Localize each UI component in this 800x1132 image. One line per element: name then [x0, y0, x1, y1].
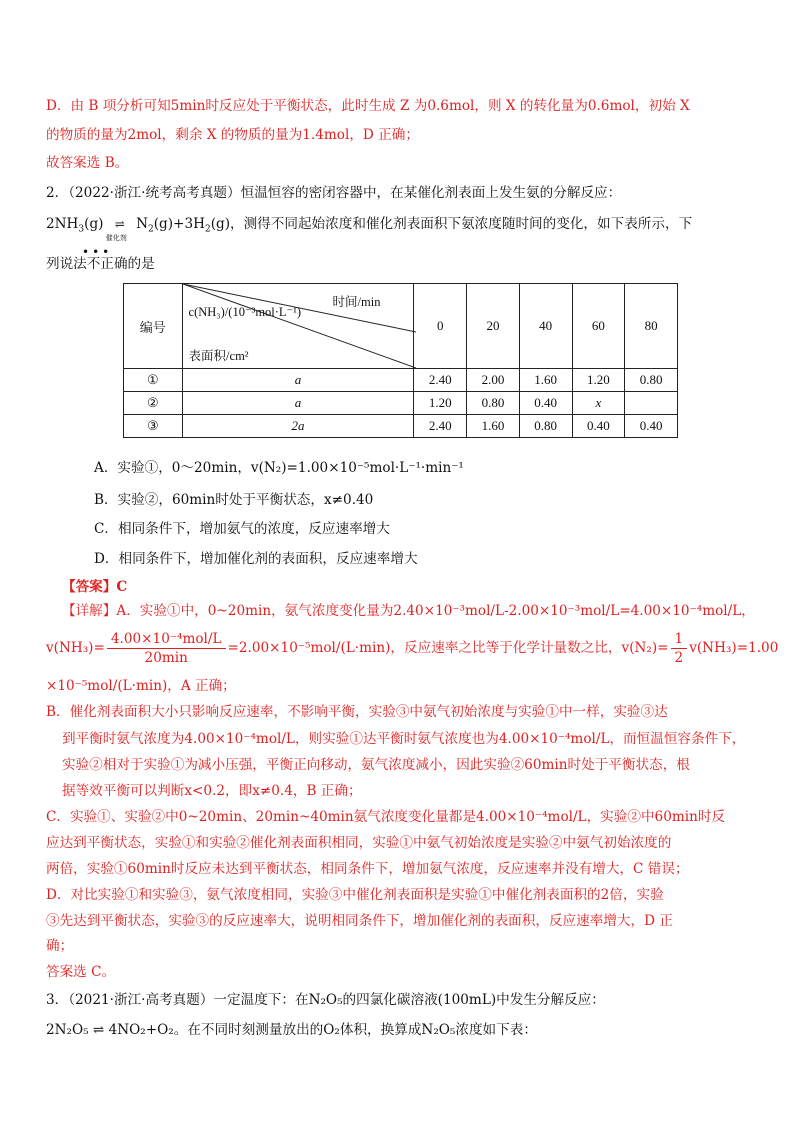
time-header: 80: [625, 284, 678, 369]
row-id: ②: [124, 392, 183, 415]
table-row: [124, 392, 678, 415]
prev-conclusion: 故答案选 B。: [46, 155, 129, 171]
option-c: C．相同条件下，增加氨气的浓度，反应速率增大: [94, 521, 390, 537]
time-header: 20: [467, 284, 520, 369]
q3-stem-line1: 3．（2021·浙江·高考真题）一定温度下：在N₂O₅的四氯化碳溶液(100mL)中发生分解反应：: [46, 992, 605, 1008]
time-header: 0: [414, 284, 467, 369]
prev-option-d-line2: 的物质的量为2mol，剩余 X 的物质的量为1.4mol，D 正确；: [46, 127, 419, 143]
table-row: [124, 369, 678, 392]
row-area: a: [182, 369, 414, 392]
reaction-reactant: 2NH: [46, 216, 79, 232]
cell: 2.40: [414, 369, 467, 392]
header-conc: c(NH₃)/(10⁻³mol·L⁻¹): [188, 305, 302, 319]
q3-stem-line2: 2N₂O₅ ⇌ 4NO₂+O₂。在不同时刻测量放出的O₂体积，换算成N₂O₅浓度如下表：: [46, 1022, 537, 1038]
detail-c-line2: 应达到平衡状态，实验①和实验②催化剂表面积相同，实验①中氨气初始浓度是实验②中氨气初始浓度的: [46, 835, 672, 851]
cell: 0.40: [625, 415, 678, 438]
fraction-rate: $\frac{\text{4.00×10⁻⁴mol/L}}{20\min}$: [107, 630, 226, 667]
row-id: ③: [124, 415, 183, 438]
q2-stem-line3: 列说法不正确的是: [46, 256, 155, 272]
ammonia-data-table: [123, 283, 678, 438]
cell: 0.40: [572, 415, 625, 438]
time-header: 60: [572, 284, 625, 369]
cell: 0.80: [625, 369, 678, 392]
detail-d-line3: 确；: [46, 938, 74, 954]
header-diagonal-cell: [182, 284, 414, 369]
detail-b-line4: 据等效平衡可以判断x<0.2，即x≠0.4，B 正确；: [62, 783, 362, 799]
detail-c-line1: C．实验①、实验②中0~20min、20min~40min氨气浓度变化量都是4.00×10⁻⁴mol/L，实验②中60min时反: [46, 809, 726, 825]
row-id: ①: [124, 369, 183, 392]
detail-d-line2: ③先达到平衡状态，实验③的反应速率大，说明相同条件下，增加催化剂的表面积，反应速率增大，D 正: [46, 913, 673, 929]
header-area: 表面积/cm²: [188, 349, 249, 363]
option-d: D．相同条件下，增加催化剂的表面积，反应速率增大: [94, 551, 418, 567]
prev-option-d-line1: D．由 B 项分析可知5min时反应处于平衡状态，此时生成 Z 为0.6mol，则 X 的转化量为0.6mol，初始 X: [46, 98, 690, 114]
fraction-half: $\frac{1}{2}$: [671, 630, 688, 667]
cell: 1.20: [572, 369, 625, 392]
row-area: 2a: [182, 415, 414, 438]
q2-stem-tail: ，测得不同起始浓度和催化剂表面积下氨浓度随时间的变化，如下表所示，下: [230, 216, 693, 232]
cell: 0.40: [519, 392, 572, 415]
detail-c-line3: 两倍，实验①60min时反应未达到平衡状态，相同条件下，增加氨气浓度，反应速率并没有增大，C 错误；: [46, 861, 689, 877]
detail-a-line2: v(NH₃)= $\frac{\text{4.00×10⁻⁴mol/L}}{20\min}$ =2.00×10⁻⁵mol/(L·min)，反应速率之比等于化学计量数之比，v(N₂)= $\frac{1}{2}$ v(NH₃)=1.00: [46, 631, 779, 666]
detail-a-line3: ×10⁻⁵mol/(L·min)，A 正确；: [46, 678, 236, 694]
answer-label: 【答案】C: [62, 579, 128, 595]
header-time: 时间/min: [332, 295, 381, 309]
cell: 2.00: [467, 369, 520, 392]
detail-b-line3: 实验②相对于实验①为减小压强，平衡正向移动，氨气浓度减小，因此实验②60min时处于平衡状态，根: [62, 757, 690, 773]
option-b: B．实验②，60min时处于平衡状态，x≠0.40: [94, 492, 374, 508]
q2-stem-line1: 2．（2022·浙江·统考高考真题）恒温恒容的密闭容器中，在某催化剂表面上发生氨的分解反应：: [46, 185, 622, 201]
emphasis-dots: •••: [82, 245, 113, 259]
cell: [625, 392, 678, 415]
header-id: 编号: [124, 284, 183, 369]
option-a: A．实验①，0～20min，v(N₂)=1.00×10⁻⁵mol·L⁻¹·min⁻¹: [94, 460, 464, 476]
detail-b-line2: 到平衡时氨气浓度为4.00×10⁻⁴mol/L，则实验①达平衡时氨气浓度也为4.00×10⁻⁴mol/L，而恒温恒容条件下，: [62, 731, 746, 747]
table-row: [124, 415, 678, 438]
reaction-product: N: [136, 216, 149, 232]
cell: x: [572, 392, 625, 415]
detail-b-line1: B．催化剂表面积大小只影响反应速率，不影响平衡，实验③中氨气初始浓度与实验①中一样，实验③达: [46, 704, 668, 720]
time-header: 40: [519, 284, 572, 369]
row-area: a: [182, 392, 414, 415]
detail-a-line1: 【详解】A．实验①中，0~20min，氨气浓度变化量为2.40×10⁻³mol/L-2.00×10⁻³mol/L=4.00×10⁻⁴mol/L，: [62, 603, 755, 619]
equilibrium-arrow-icon: ⇌ 催化剂: [108, 214, 132, 234]
cell: 0.80: [467, 392, 520, 415]
cell: 2.40: [414, 415, 467, 438]
cell: 0.80: [519, 415, 572, 438]
detail-d-line1: D．对比实验①和实验③，氨气浓度相同，实验③中催化剂表面积是实验①中催化剂表面积的2倍，实验: [46, 887, 664, 903]
q2-stem-line2: $2NH_3(g)$ ⇌ 催化剂 $N_2(g)+3H_2(g)$，测得不同起始浓度和催化剂表面积下氨浓度随时间的变化，如下表所示，下: [46, 214, 692, 240]
catalyst-label: 催化剂: [105, 234, 127, 242]
detail-conclusion: 答案选 C。: [46, 964, 116, 980]
cell: 1.60: [519, 369, 572, 392]
cell: 1.20: [414, 392, 467, 415]
cell: 1.60: [467, 415, 520, 438]
